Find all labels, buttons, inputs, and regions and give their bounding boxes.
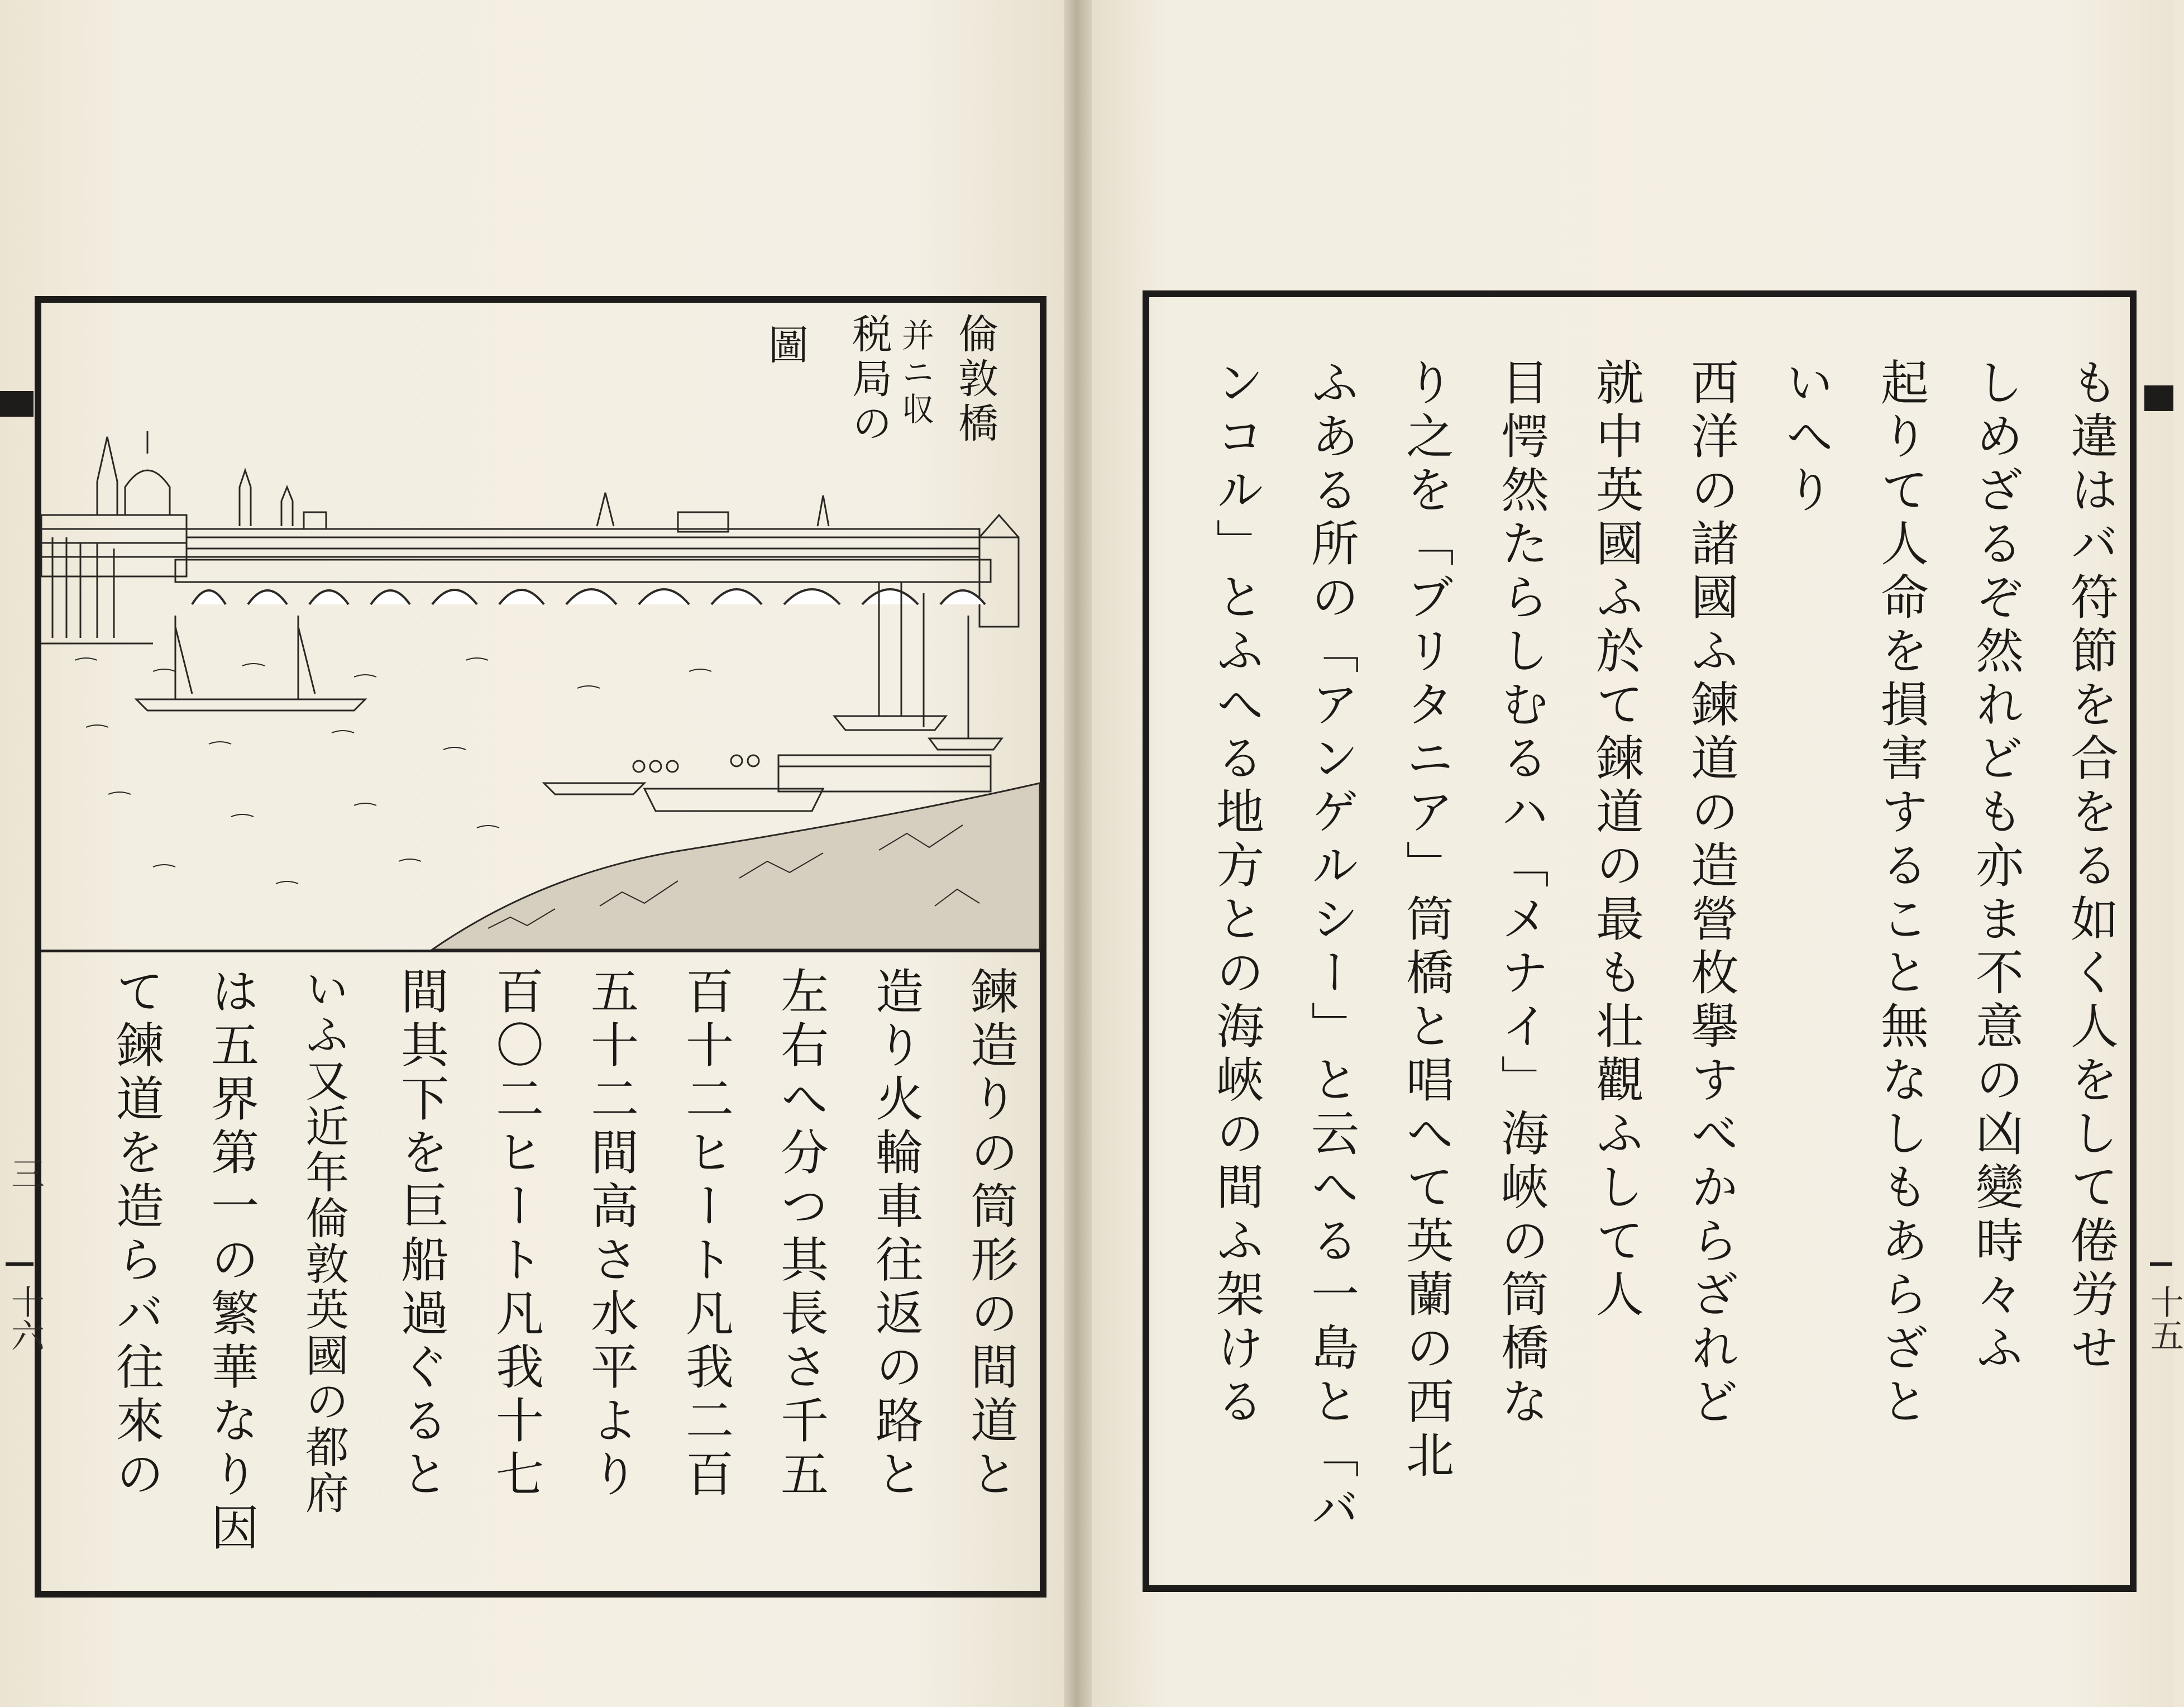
left-folio-volume: 三 xyxy=(6,1156,45,1190)
left-text-column-9: は五界第一の繁華なり因 xyxy=(203,966,259,1556)
right-edge-tab xyxy=(2144,385,2173,411)
right-text-column-10: ンコル」とふへる地方との海峽の間ふ架ける xyxy=(1208,357,1264,1430)
left-text-column-4: 百十二ヒート凡我二百 xyxy=(677,966,733,1503)
right-margin-rule xyxy=(2150,1262,2172,1266)
left-text-column-2: 造り火輪車往返の路と xyxy=(867,966,923,1503)
left-margin-rule xyxy=(6,1262,34,1266)
caption-line-3: 税局の xyxy=(845,313,892,447)
left-edge-tab xyxy=(0,391,34,417)
left-text-column-7: 間其下を巨船過ぐると xyxy=(393,966,448,1503)
right-text-column-5: 西洋の諸國ふ鍊道の造營枚擧すべからざれど xyxy=(1683,357,1738,1430)
right-text-column-1: も違はバ符節を合をる如く人をして倦労せ xyxy=(2062,357,2118,1376)
right-text-column-9: ふある所の「アンゲルシー」と云へる一島と「バ xyxy=(1303,357,1359,1537)
book-gutter xyxy=(1064,0,1092,1707)
left-text-column-8: いふ又近年倫敦英國の都府 xyxy=(298,966,348,1516)
caption-line-2: 并ニ収 xyxy=(896,318,934,429)
left-folio-page: 十六 xyxy=(6,1285,45,1352)
right-text-column-3: 起りて人命を損害すること無なしもあらざと xyxy=(1872,357,1928,1430)
left-text-column-5: 五十二間高さ水平より xyxy=(582,966,638,1503)
right-folio-page: 十五 xyxy=(2145,1285,2184,1352)
caption-line-4: 圖 xyxy=(762,324,809,369)
left-text-column-3: 左右へ分つ其長さ千五 xyxy=(772,966,828,1503)
right-text-column-6: 就中英國ふ於て鍊道の最も壮觀ふして人 xyxy=(1588,357,1643,1323)
right-text-column-2: しめざるぞ然れども亦ま不意の凶變時々ふ xyxy=(1967,357,2023,1376)
right-text-column-8: り之を「ブリタニア」筒橋と唱へて英蘭の西北 xyxy=(1398,357,1454,1484)
caption-line-1: 倫敦橋 xyxy=(952,313,998,447)
left-text-column-10: て鍊道を造らバ往來の xyxy=(108,966,164,1503)
right-text-column-4: いへり xyxy=(1777,357,1833,518)
right-text-column-7: 目愕然たらしむるハ「メナイ」海峽の筒橋な xyxy=(1493,357,1549,1430)
left-text-column-1: 鍊造りの筒形の間道と xyxy=(962,966,1018,1503)
left-text-column-6: 百〇二ヒート凡我十七 xyxy=(488,966,543,1503)
